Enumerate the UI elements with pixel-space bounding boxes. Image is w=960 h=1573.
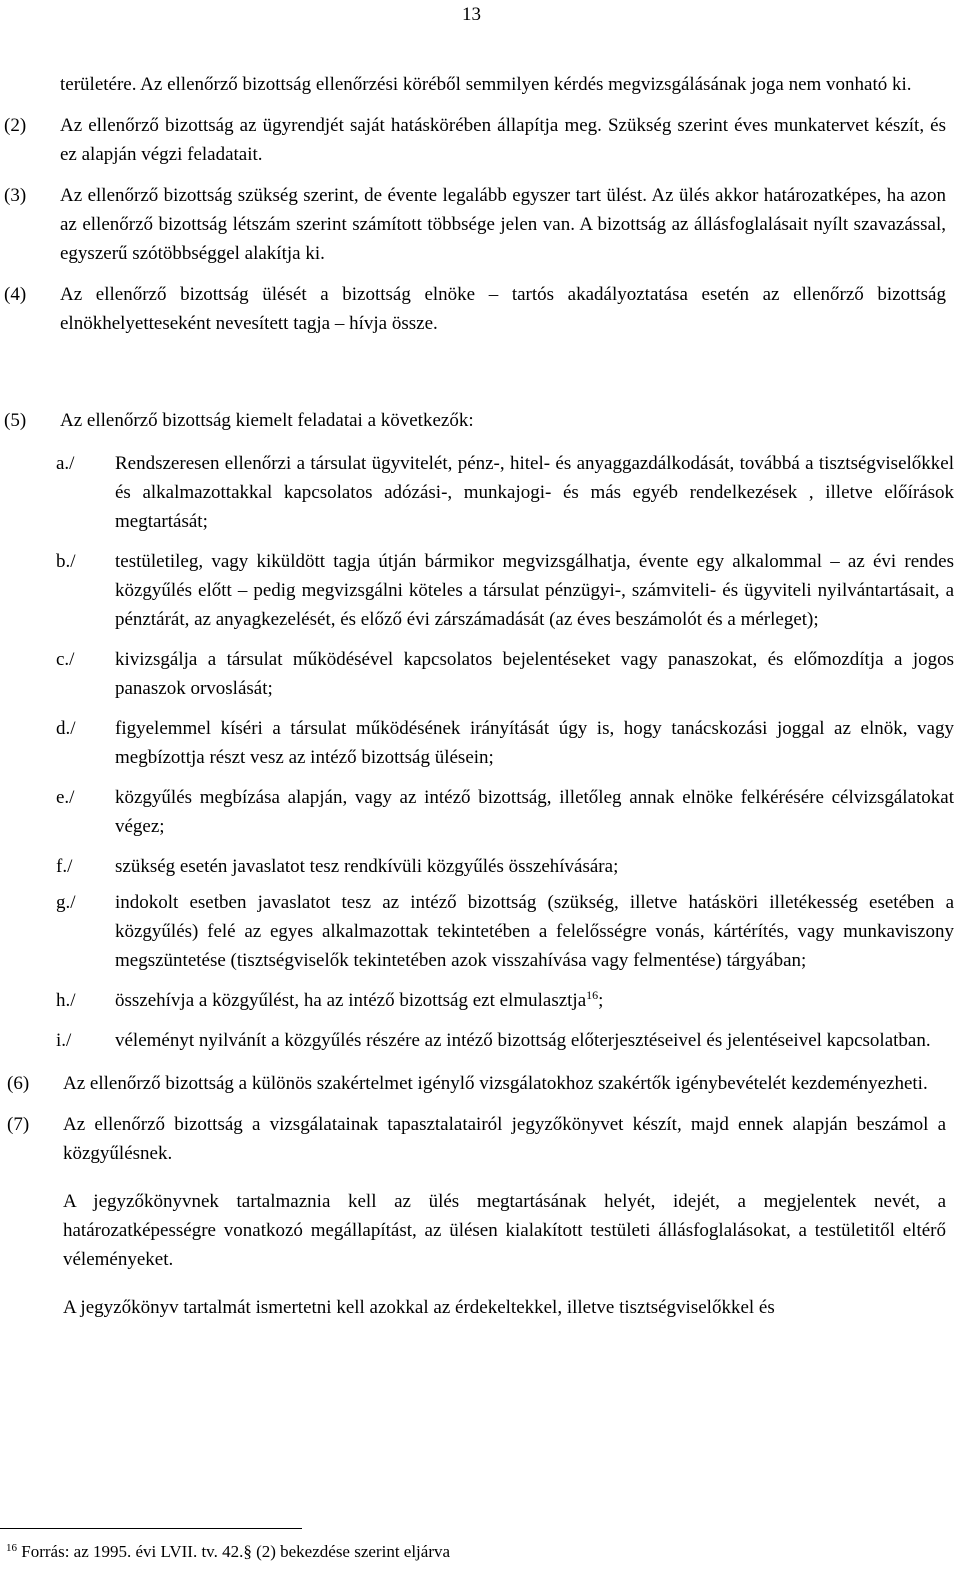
paragraph-text: Az ellenőrző bizottság szükség szerint, de évente legalább egyszer tart ülést. Az ülés akkor határozatképes, ha azon az ellenőrző bizottság létszám szerint számított többsége jelen van. A bizottság az állásfoglalásait nyílt szavazással, egyszerű szótöbbséggel alakítja ki. <box>60 185 946 264</box>
paragraph-7 <box>7 1110 946 1168</box>
list-item <box>56 888 954 975</box>
paragraph-number: (4) <box>4 284 27 305</box>
list-item <box>56 714 954 772</box>
item-text-suffix: ; <box>598 990 604 1011</box>
footnote-text: Forrás: az 1995. évi LVII. tv. 42.§ (2) bekezdése szerint eljárva <box>21 1542 451 1561</box>
list-item <box>56 547 954 634</box>
paragraph-number: (2) <box>4 115 27 136</box>
paragraph-5 <box>4 406 946 435</box>
paragraph-text: Az ellenőrző bizottság ülését a bizottság elnöke – tartós akadályoztatása esetén az ellenőrző bizottság elnökhelyetteseként nevesített tagja – hívja össze. <box>60 284 946 334</box>
item-letter: e./ <box>56 787 75 808</box>
list-item <box>56 1026 954 1055</box>
list-item <box>56 449 954 536</box>
paragraph-text: Az ellenőrző bizottság kiemelt feladatai a következők: <box>60 410 474 431</box>
continuation-text: területére. Az ellenőrző bizottság ellenőrzési köréből semmilyen kérdés megvizsgálásának joga nem vonható ki. <box>60 74 912 95</box>
paragraph-number: (5) <box>4 410 27 431</box>
item-letter: g./ <box>56 892 76 913</box>
list-item <box>56 645 954 703</box>
item-text: összehívja a közgyűlést, ha az intéző bizottság ezt elmulasztja <box>115 990 587 1011</box>
item-text: figyelemmel kíséri a társulat működésének irányítását úgy is, hogy tanácskozási joggal az elnök, vagy megbízottja részt vesz az intéző bizottság ülésein; <box>115 718 954 768</box>
item-letter: i./ <box>56 1030 72 1051</box>
item-letter: c./ <box>56 649 75 670</box>
document-body <box>0 70 960 1334</box>
item-text: indokolt esetben javaslatot tesz az intéző bizottság (szükség, illetve hatásköri illetékesség esetében a közgyűlés) felé az egyes alkalmazottak tekintetében a felelősségre vonás, kártérítés, vagy munkaviszony megszüntetése (tisztségviselők tekintetében azok visszahívása vagy felmentése) tárgyában; <box>115 892 954 971</box>
paragraph-number: (3) <box>4 185 27 206</box>
paragraph-4 <box>4 280 946 338</box>
minutes-content-paragraph: A jegyzőkönyvnek tartalmaznia kell az ülés megtartásának helyét, idejét, a megjelentek nevét, a határozatképességre vonatkozó megállapítást, az ülésen kialakított testületi állásfoglalásokat, a testületitől eltérő véleményeket. <box>63 1191 946 1270</box>
item-text: szükség esetén javaslatot tesz rendkívüli közgyűlés összehívására; <box>115 856 619 877</box>
paragraph-6 <box>7 1069 946 1098</box>
footnote <box>6 1541 450 1563</box>
item-text: közgyűlés megbízása alapján, vagy az intéző bizottság, illetőleg annak elnöke felkérésére célvizsgálatokat végez; <box>115 787 954 837</box>
page-number: 13 <box>462 4 481 25</box>
item-text: Rendszeresen ellenőrzi a társulat ügyvitelét, pénz-, hitel- és anyaggazdálkodását, továbbá a tisztségviselőkkel és alkalmazottakkal kapcsolatos adózási-, munkajogi- és más egyéb rendelkezések , illetve előírások megtartását; <box>115 453 954 532</box>
footnote-number: 16 <box>6 1542 17 1554</box>
paragraph-3 <box>4 181 946 268</box>
paragraph-text: Az ellenőrző bizottság az ügyrendjét saját hatáskörében állapítja meg. Szükség szerint éves munkatervet készít, és ez alapján végzi feladatait. <box>60 115 946 165</box>
item-letter: d./ <box>56 718 76 739</box>
item-letter: a./ <box>56 453 75 474</box>
paragraph-number: (6) <box>7 1073 30 1094</box>
list-item <box>56 986 954 1015</box>
item-letter: f./ <box>56 856 73 877</box>
list-item <box>56 783 954 841</box>
minutes-notice-paragraph: A jegyzőkönyv tartalmát ismertetni kell azokkal az érdekeltekkel, illetve tisztségviselőkkel és <box>63 1297 775 1318</box>
paragraph-text: Az ellenőrző bizottság a vizsgálatainak tapasztalatairól jegyzőkönyvet készít, majd ennek alapján beszámol a közgyűlésnek. <box>63 1114 946 1164</box>
footnote-reference: 16 <box>586 988 599 1002</box>
paragraph-number: (7) <box>7 1114 30 1135</box>
paragraph-text: Az ellenőrző bizottság a különös szakértelmet igénylő vizsgálatokhoz szakértők igénybevételét kezdeményezheti. <box>63 1073 928 1094</box>
item-text: testületileg, vagy kiküldött tagja útján bármikor megvizsgálhatja, évente egy alkalommal – az évi rendes közgyűlés előtt – pedig megvizsgálni köteles a társulat pénzügyi-, számviteli- és ügyviteli nyilvántartásait, a pénztárát, az anyagkezelését, és előző évi zárszámadását (az éves beszámolót és a mérleget); <box>115 551 954 630</box>
paragraph-2 <box>4 111 946 169</box>
item-text: véleményt nyilvánít a közgyűlés részére az intéző bizottság előterjesztéseivel és jelentéseivel kapcsolatban. <box>115 1030 931 1051</box>
item-text: kivizsgálja a társulat működésével kapcsolatos bejelentéseket vagy panaszokat, és előmozdítja a jogos panaszok orvoslását; <box>115 649 954 699</box>
footnote-divider <box>0 1528 302 1529</box>
item-letter: b./ <box>56 551 76 572</box>
item-letter: h./ <box>56 990 76 1011</box>
list-item <box>56 852 954 881</box>
